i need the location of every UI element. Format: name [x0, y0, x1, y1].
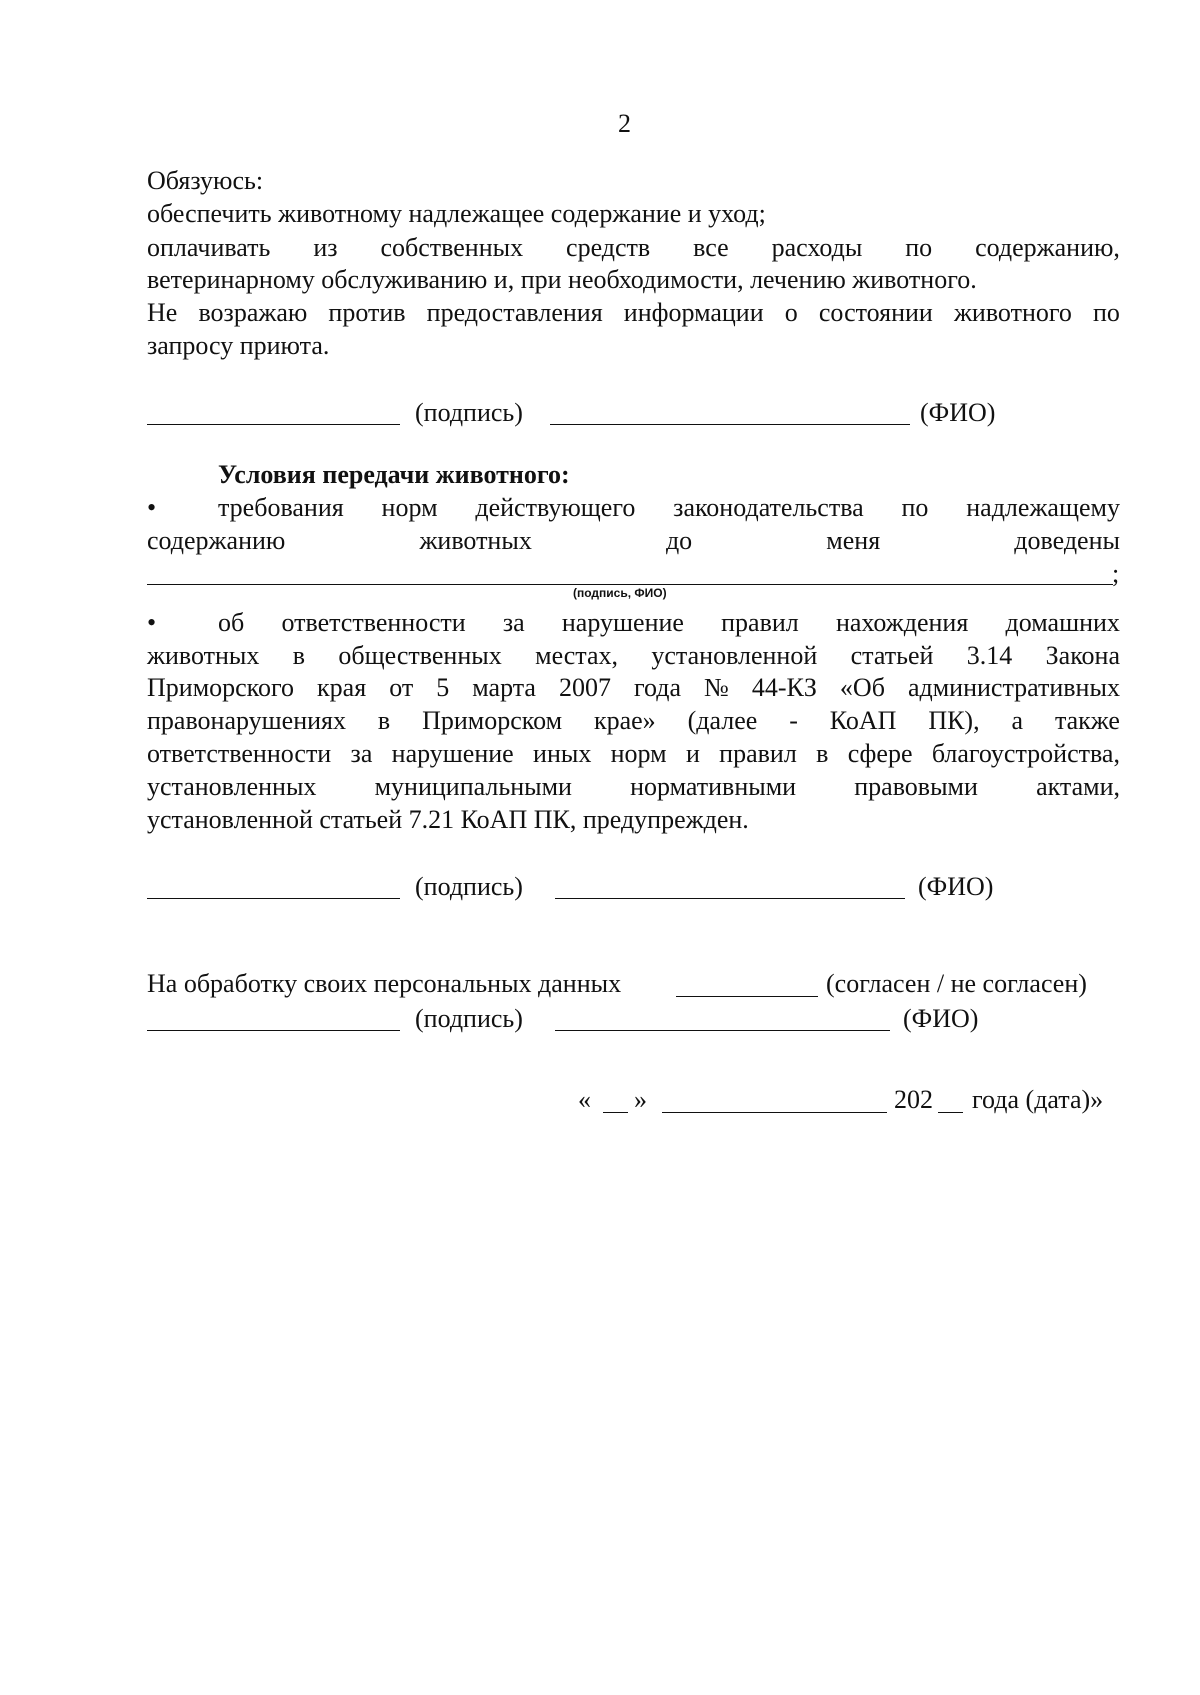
word: крае» — [593, 706, 656, 735]
consent-blank[interactable] — [676, 996, 818, 997]
word: за — [350, 739, 373, 768]
word: установленной — [651, 641, 818, 670]
signature-blank[interactable] — [147, 424, 400, 425]
condition-2-line-7: установленной статьей 7.21 КоАП ПК, предупрежден. — [147, 805, 749, 834]
condition-2-line-3 — [147, 672, 1120, 704]
word: 44-КЗ — [751, 673, 817, 702]
word: информации — [623, 298, 764, 327]
word: нарушение — [561, 608, 684, 637]
word: статьей — [850, 641, 934, 670]
year-blank[interactable] — [938, 1112, 963, 1113]
word: правил — [719, 739, 797, 768]
word: также — [1054, 706, 1120, 735]
signature-blank[interactable] — [147, 1030, 400, 1031]
word: об — [218, 608, 245, 637]
word: собственных — [380, 233, 524, 262]
word: в — [292, 641, 306, 670]
word: норм — [381, 493, 438, 522]
word: животных — [419, 526, 532, 555]
name-blank[interactable] — [555, 1030, 890, 1031]
word: содержанию — [147, 526, 286, 555]
name-label: (ФИО) — [918, 872, 994, 901]
word: за — [502, 608, 525, 637]
name-label: (ФИО) — [903, 1004, 979, 1033]
word: по — [1093, 298, 1120, 327]
word: сфере — [847, 739, 913, 768]
signature-name-blank[interactable] — [147, 584, 1113, 585]
word: нарушение — [391, 739, 514, 768]
word: предоставления — [426, 298, 603, 327]
word: (далее — [687, 706, 758, 735]
condition-2-line-2 — [147, 640, 1120, 672]
word: против — [328, 298, 406, 327]
day-blank[interactable] — [603, 1112, 628, 1113]
word: состоянии — [818, 298, 933, 327]
word: возражаю — [198, 298, 308, 327]
word: по — [901, 493, 929, 522]
word: средств — [566, 233, 651, 262]
word: КоАП — [829, 706, 897, 735]
word: Закона — [1045, 641, 1120, 670]
word: № — [704, 673, 729, 702]
commitment-line-5: запросу приюта. — [147, 331, 330, 360]
word: актами, — [1036, 772, 1120, 801]
word: ответственности — [147, 739, 332, 768]
condition-2-line-6 — [147, 771, 1120, 803]
word: из — [313, 233, 338, 262]
word: все — [693, 233, 729, 262]
word: установленных — [147, 772, 317, 801]
word: 3.14 — [966, 641, 1013, 670]
word: расходы — [771, 233, 863, 262]
commitment-line-3: ветеринарному обслуживанию и, при необходимости, лечению животного. — [147, 265, 977, 294]
month-blank[interactable] — [662, 1112, 887, 1113]
word: иных — [533, 739, 592, 768]
signature-label: (подпись) — [415, 398, 523, 427]
date-close-quote: » — [634, 1085, 647, 1114]
word: муниципальными — [374, 772, 572, 801]
word: нахождения — [835, 608, 969, 637]
word: меня — [826, 526, 881, 555]
commitment-line-2 — [147, 232, 1120, 264]
condition-2-line-1 — [218, 607, 1120, 639]
word: до — [665, 526, 693, 555]
consent-options: (согласен / не согласен) — [826, 969, 1087, 998]
word: животных — [147, 641, 260, 670]
commitment-line-1: обеспечить животному надлежащее содержание и уход; — [147, 199, 766, 228]
word: ответственности — [281, 608, 466, 637]
word: Не — [147, 298, 178, 327]
condition-1-line-2 — [147, 525, 1120, 557]
word: норм — [610, 739, 667, 768]
name-blank[interactable] — [555, 898, 905, 899]
signature-blank[interactable] — [147, 898, 400, 899]
word: оплачивать — [147, 233, 271, 262]
word: а — [1011, 706, 1024, 735]
name-blank[interactable] — [550, 424, 910, 425]
word: нормативными — [630, 772, 797, 801]
word: в — [377, 706, 391, 735]
word: правонарушениях — [147, 706, 347, 735]
page-number: 2 — [618, 109, 631, 138]
word: - — [789, 706, 798, 735]
word: административных — [907, 673, 1120, 702]
word: 2007 — [558, 673, 611, 702]
word: от — [389, 673, 414, 702]
word: домашних — [1005, 608, 1120, 637]
word: надлежащему — [966, 493, 1120, 522]
word: 5 — [436, 673, 450, 702]
word: марта — [472, 673, 536, 702]
word: о — [784, 298, 798, 327]
condition-2-line-4 — [147, 705, 1120, 737]
word: и — [685, 739, 700, 768]
word: местах, — [535, 641, 619, 670]
word: общественных — [338, 641, 502, 670]
word: края — [317, 673, 367, 702]
line-end-semicolon: ; — [1112, 559, 1120, 588]
date-suffix: года (дата)» — [972, 1085, 1104, 1114]
condition-2-line-5 — [147, 738, 1120, 770]
word: Приморском — [422, 706, 563, 735]
condition-1-line-1 — [218, 492, 1120, 524]
bullet-icon: • — [147, 493, 157, 522]
word: по — [905, 233, 933, 262]
signature-caption: (подпись, ФИО) — [573, 586, 667, 600]
word: «Об — [839, 673, 885, 702]
year-prefix: 202 — [894, 1085, 933, 1114]
word: законодательства — [673, 493, 864, 522]
word: в — [816, 739, 829, 768]
commitment-heading: Обязуюсь: — [147, 166, 264, 195]
word: ПК), — [928, 706, 980, 735]
word: содержанию, — [975, 233, 1120, 262]
word: правовыми — [854, 772, 978, 801]
word: требования — [218, 493, 344, 522]
word: правил — [721, 608, 799, 637]
signature-label: (подпись) — [415, 872, 523, 901]
word: благоустройства, — [931, 739, 1120, 768]
consent-text: На обработку своих персональных данных — [147, 969, 622, 998]
name-label: (ФИО) — [920, 398, 996, 427]
signature-label: (подпись) — [415, 1004, 523, 1033]
word: доведены — [1014, 526, 1120, 555]
word: Приморского — [147, 673, 295, 702]
word: действующего — [475, 493, 636, 522]
date-open-quote: « — [578, 1085, 591, 1114]
word: животного — [953, 298, 1072, 327]
word: года — [633, 673, 682, 702]
commitment-line-4 — [147, 297, 1120, 329]
conditions-heading: Условия передачи животного: — [218, 460, 570, 489]
bullet-icon: • — [147, 608, 157, 637]
